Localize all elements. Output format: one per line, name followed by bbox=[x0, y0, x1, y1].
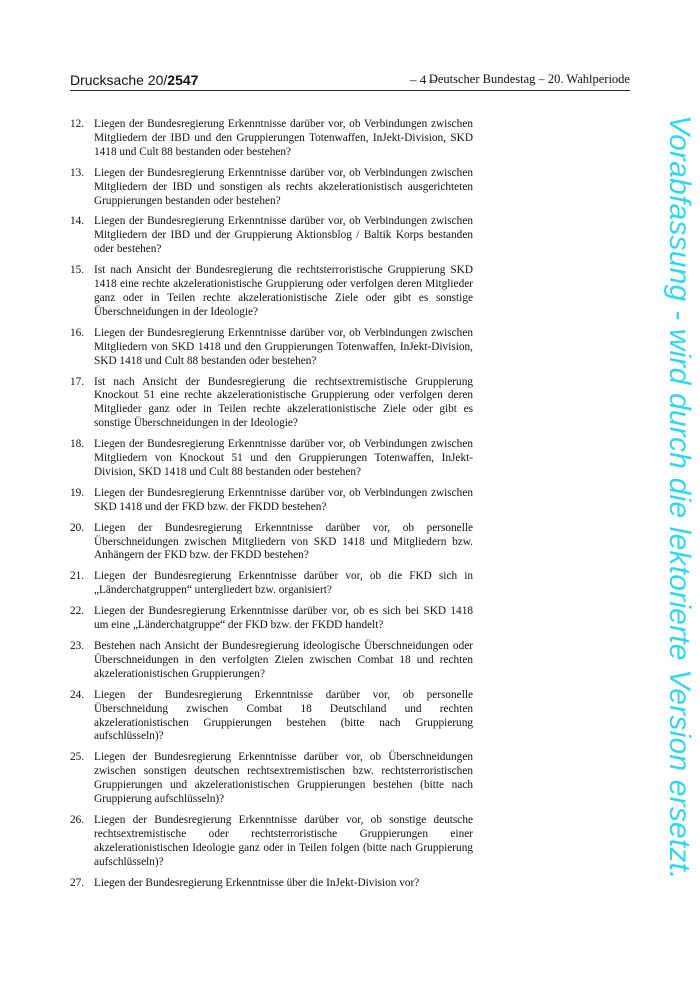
question-text: Liegen der Bundesregierung Erkenntnisse darüber vor, ob es sich bei SKD 1418 um eine „Länderchatgruppe“ der FKD bzw. der FKDD handelt? bbox=[94, 605, 473, 632]
question-item bbox=[70, 640, 473, 682]
question-number: 16. bbox=[70, 326, 85, 339]
question-item bbox=[70, 487, 473, 515]
question-text: Liegen der Bundesregierung Erkenntnisse darüber vor, ob sonstige deutsche rechtsextremistische oder rechtsterroristische Gruppierungen einer akzelerationistischen Ideologie ganz oder in Teilen folgen (bitte nach Gruppierung aufschlüsseln)? bbox=[94, 813, 473, 868]
question-item bbox=[70, 215, 473, 257]
question-item bbox=[70, 118, 473, 160]
question-number: 24. bbox=[70, 688, 85, 701]
doc-number: 2547 bbox=[167, 72, 199, 88]
question-item bbox=[70, 814, 473, 870]
question-text: Liegen der Bundesregierung Erkenntnisse über die InJekt-Division vor? bbox=[94, 876, 420, 889]
question-text: Liegen der Bundesregierung Erkenntnisse darüber vor, ob Überschneidungen zwischen sonstigen deutschen rechtsextremistischen bzw. rechtsterroristischen Gruppierungen und akzelerationistischen Gruppierungen bestehen (bitte nach Gruppierung aufschlüsseln)? bbox=[94, 751, 473, 806]
question-number: 13. bbox=[70, 166, 85, 179]
question-number: 20. bbox=[70, 521, 85, 534]
question-number: 25. bbox=[70, 751, 85, 764]
question-number: 23. bbox=[70, 640, 85, 652]
draft-watermark: Vorabfassung - wird durch die lektorierte Version ersetzt. bbox=[663, 115, 696, 880]
question-item bbox=[70, 438, 473, 480]
question-number: 18. bbox=[70, 438, 85, 451]
question-text: Liegen der Bundesregierung Erkenntnisse darüber vor, ob Verbindungen zwischen Mitgliedern der IBD und sonstigen als rechts akzelerationistisch ausgerichteten Gruppierungen bestanden oder bestehen? bbox=[94, 166, 473, 207]
question-item bbox=[70, 751, 473, 807]
question-item bbox=[70, 605, 473, 633]
question-text: Liegen der Bundesregierung Erkenntnisse darüber vor, ob Verbindungen zwischen Mitgliedern der IBD und der Gruppierung Aktionsblog / Baltik Korps bestanden oder bestehen? bbox=[94, 215, 473, 256]
question-text: Ist nach Ansicht der Bundesregierung die rechtsterroristische Gruppierung SKD 1418 eine rechte akzelerationistische Gruppierung oder verfolgen deren Mitglieder ganz oder in Teilen rechte akzelerationistische Ziele oder gibt es sonstige Überschneidungen in der Ideologie? bbox=[94, 264, 473, 318]
question-number: 14. bbox=[70, 215, 85, 228]
question-text: Liegen der Bundesregierung Erkenntnisse darüber vor, ob Verbindungen zwischen Mitgliedern von Knockout 51 und den Gruppierungen Totenwaffen, InJekt-Division, SKD 1418 und Cult 88 bestanden oder bestehen? bbox=[94, 438, 473, 478]
question-text: Ist nach Ansicht der Bundesregierung die rechtsextremistische Gruppierung Knockout 51 eine rechte akzelerationistische Gruppierung oder verfolgen deren Mitglieder ganz oder in Teilen rechte akzelerationistische Ziele oder gibt es sonstige Überschneidungen in der Ideologie? bbox=[94, 375, 473, 430]
question-text: Liegen der Bundesregierung Erkenntnisse darüber vor, ob personelle Überschneidungen zwischen Mitgliedern von SKD 1418 und Mitgliedern bzw. Anhängern der FKD bzw. der FKDD bestehen? bbox=[94, 521, 473, 562]
question-number: 12. bbox=[70, 118, 85, 130]
question-list bbox=[70, 118, 473, 898]
question-item bbox=[70, 327, 473, 369]
question-text: Bestehen nach Ansicht der Bundesregierung ideologische Überschneidungen oder Überschneidungen in den verfolgten Zielen zwischen Combat 18 und rechten akzelerationistischen Gruppierungen? bbox=[94, 640, 473, 680]
question-text: Liegen der Bundesregierung Erkenntnisse darüber vor, ob personelle Überschneidung zwischen Combat 18 Deutschland und rechten akzelerationistischen Gruppierungen bestehen (bitte nach Gruppierung aufschlüsseln)? bbox=[94, 688, 473, 743]
question-item bbox=[70, 522, 473, 564]
question-number: 26. bbox=[70, 813, 85, 826]
question-item bbox=[70, 689, 473, 745]
question-text: Liegen der Bundesregierung Erkenntnisse darüber vor, ob Verbindungen zwischen Mitgliedern der IBD und den Gruppierungen Totenwaffen, InJekt-Division, SKD 1418 und Cult 88 bestanden oder bestehen? bbox=[94, 118, 473, 158]
page-header bbox=[70, 70, 630, 91]
question-number: 19. bbox=[70, 486, 85, 499]
question-text: Liegen der Bundesregierung Erkenntnisse darüber vor, ob die FKD sich in „Länderchatgruppen“ untergliedert bzw. organisiert? bbox=[94, 570, 473, 597]
question-text: Liegen der Bundesregierung Erkenntnisse darüber vor, ob Verbindungen zwischen Mitgliedern von SKD 1418 und den Gruppierungen Totenwaffen, InJekt-Division, SKD 1418 und Cult 88 bestanden oder bestehen? bbox=[94, 326, 473, 367]
question-item bbox=[70, 264, 473, 320]
question-text: Liegen der Bundesregierung Erkenntnisse darüber vor, ob Verbindungen zwischen SKD 1418 und der FKD bzw. der FKDD bestehen? bbox=[94, 486, 473, 513]
question-number: 22. bbox=[70, 605, 85, 618]
document-number bbox=[70, 72, 198, 88]
institution-label: Deutscher Bundestag – 20. Wahlperiode bbox=[428, 72, 630, 86]
question-item bbox=[70, 376, 473, 432]
question-number: 15. bbox=[70, 264, 85, 277]
question-number: 17. bbox=[70, 375, 85, 388]
question-number: 21. bbox=[70, 570, 85, 583]
page-number: – 4 – bbox=[410, 72, 436, 87]
question-item bbox=[70, 167, 473, 209]
question-item bbox=[70, 570, 473, 598]
question-number: 27. bbox=[70, 876, 85, 889]
question-item bbox=[70, 877, 473, 891]
doc-label: Drucksache 20/ bbox=[70, 72, 168, 88]
